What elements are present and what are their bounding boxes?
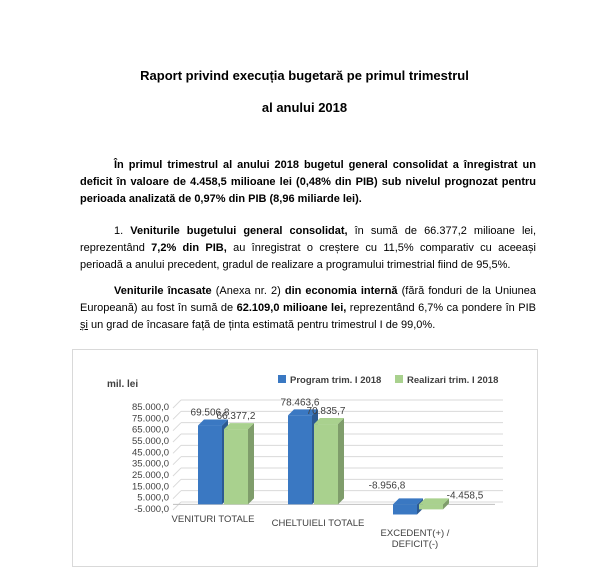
legend-label-2: Realizari trim. I 2018 xyxy=(407,375,499,386)
bar-side xyxy=(248,423,254,504)
p3-text-3: reprezentând 6,7% ca pondere în PIB xyxy=(346,302,536,314)
budget-chart-svg xyxy=(73,350,537,566)
y-tick-label: 15.000,0 xyxy=(132,481,169,493)
paragraph-collected-revenues xyxy=(80,283,536,334)
data-label: 66.377,2 xyxy=(216,411,256,423)
budget-chart xyxy=(72,349,538,567)
p2-bold-revenues: Veniturile bugetului general consolidat, xyxy=(130,225,348,237)
data-label: 70.835,7 xyxy=(306,406,346,418)
y-tick-label: 45.000,0 xyxy=(132,447,169,459)
p3-text-2: (fără fonduri de la Uniunea Europeană) au fost în sumă de xyxy=(80,285,536,314)
data-label: -4.458,5 xyxy=(446,490,484,502)
report-title-line2: al anului 2018 xyxy=(261,100,348,115)
y-tick-label: 55.000,0 xyxy=(132,436,169,447)
y-axis-label: mil. lei xyxy=(107,379,139,390)
y-tick-label: 25.000,0 xyxy=(132,470,169,481)
p3-bold-2: din economia internă xyxy=(284,285,398,297)
y-tick-label: -5.000,0 xyxy=(134,504,169,515)
p3-text-1: (Anexa nr. 2) xyxy=(211,285,285,297)
gridline-diag xyxy=(173,445,181,453)
report-title-line1: Raport privind execuția bugetară pe primul trimestrul xyxy=(140,68,469,83)
bar-realizari-2 xyxy=(314,424,338,504)
paragraph-revenues xyxy=(80,223,536,274)
p2-number: 1. xyxy=(114,225,131,237)
x-tick-label: VENITURI TOTALE xyxy=(171,514,255,525)
data-label: -8.956,8 xyxy=(368,480,406,492)
bar-program-3 xyxy=(393,504,417,514)
legend-swatch-2 xyxy=(395,375,403,383)
gridline-diag xyxy=(173,491,181,499)
data-label: 69.506,8 xyxy=(190,407,230,419)
gridline-diag xyxy=(173,479,181,487)
y-tick-label: 65.000,0 xyxy=(132,424,169,436)
p3-text-4: un grad de încasare față de ținta estimată pentru trimestrul I de 99,0%. xyxy=(87,319,436,331)
deficit-text: În primul trimestrul al anului 2018 bugetul general consolidat a înregistrat un deficit în valoare de 4.458,5 milioane lei (0,48% din PIB) sub nivelul prognozat pentru perioada analizată de 0,97% din PIB (8,96 miliarde lei). xyxy=(80,159,536,205)
gridline-diag xyxy=(173,502,181,510)
gridline-diag xyxy=(173,423,181,431)
bar-realizari-1 xyxy=(224,429,248,504)
bar-side xyxy=(338,418,344,504)
gridline-diag xyxy=(173,400,181,408)
p2-text-1: în sumă de 66.377,2 milioane lei, reprezentând xyxy=(80,225,537,254)
p3-bold-3: 62.109,0 milioane lei, xyxy=(236,302,347,314)
data-label: 78.463,6 xyxy=(280,397,320,409)
gridline-diag xyxy=(173,457,181,465)
gridline-diag xyxy=(173,434,181,442)
bar-program-2 xyxy=(288,415,312,504)
x-tick-label: EXCEDENT(+) / xyxy=(380,528,450,539)
paragraph-deficit xyxy=(80,157,536,208)
p2-bold-pib: 7,2% din PIB, xyxy=(151,242,227,254)
x-tick-label: CHELTUIELI TOTALE xyxy=(271,518,365,529)
p3-underlined: și xyxy=(80,319,88,331)
legend-swatch-1 xyxy=(278,375,286,383)
y-tick-label: 35.000,0 xyxy=(132,458,169,470)
x-tick-label: DEFICIT(-) xyxy=(391,539,439,550)
legend-label-1: Program trim. I 2018 xyxy=(290,375,382,386)
y-tick-label: 5.000,0 xyxy=(137,492,169,504)
bar-realizari-3 xyxy=(419,504,443,509)
gridline-diag xyxy=(173,411,181,419)
y-tick-label: 75.000,0 xyxy=(132,413,169,425)
gridline-diag xyxy=(173,468,181,476)
y-tick-label: 85.000,0 xyxy=(132,402,169,413)
p2-text-2: au înregistrat o creștere cu 11,5% comparativ cu aceeași perioadă a anului precedent, gradul de realizare a programului trimestrial fiind de 95,5%. xyxy=(80,242,536,271)
bar-program-1 xyxy=(198,426,222,505)
p3-bold-1: Veniturile încasate xyxy=(114,285,212,297)
